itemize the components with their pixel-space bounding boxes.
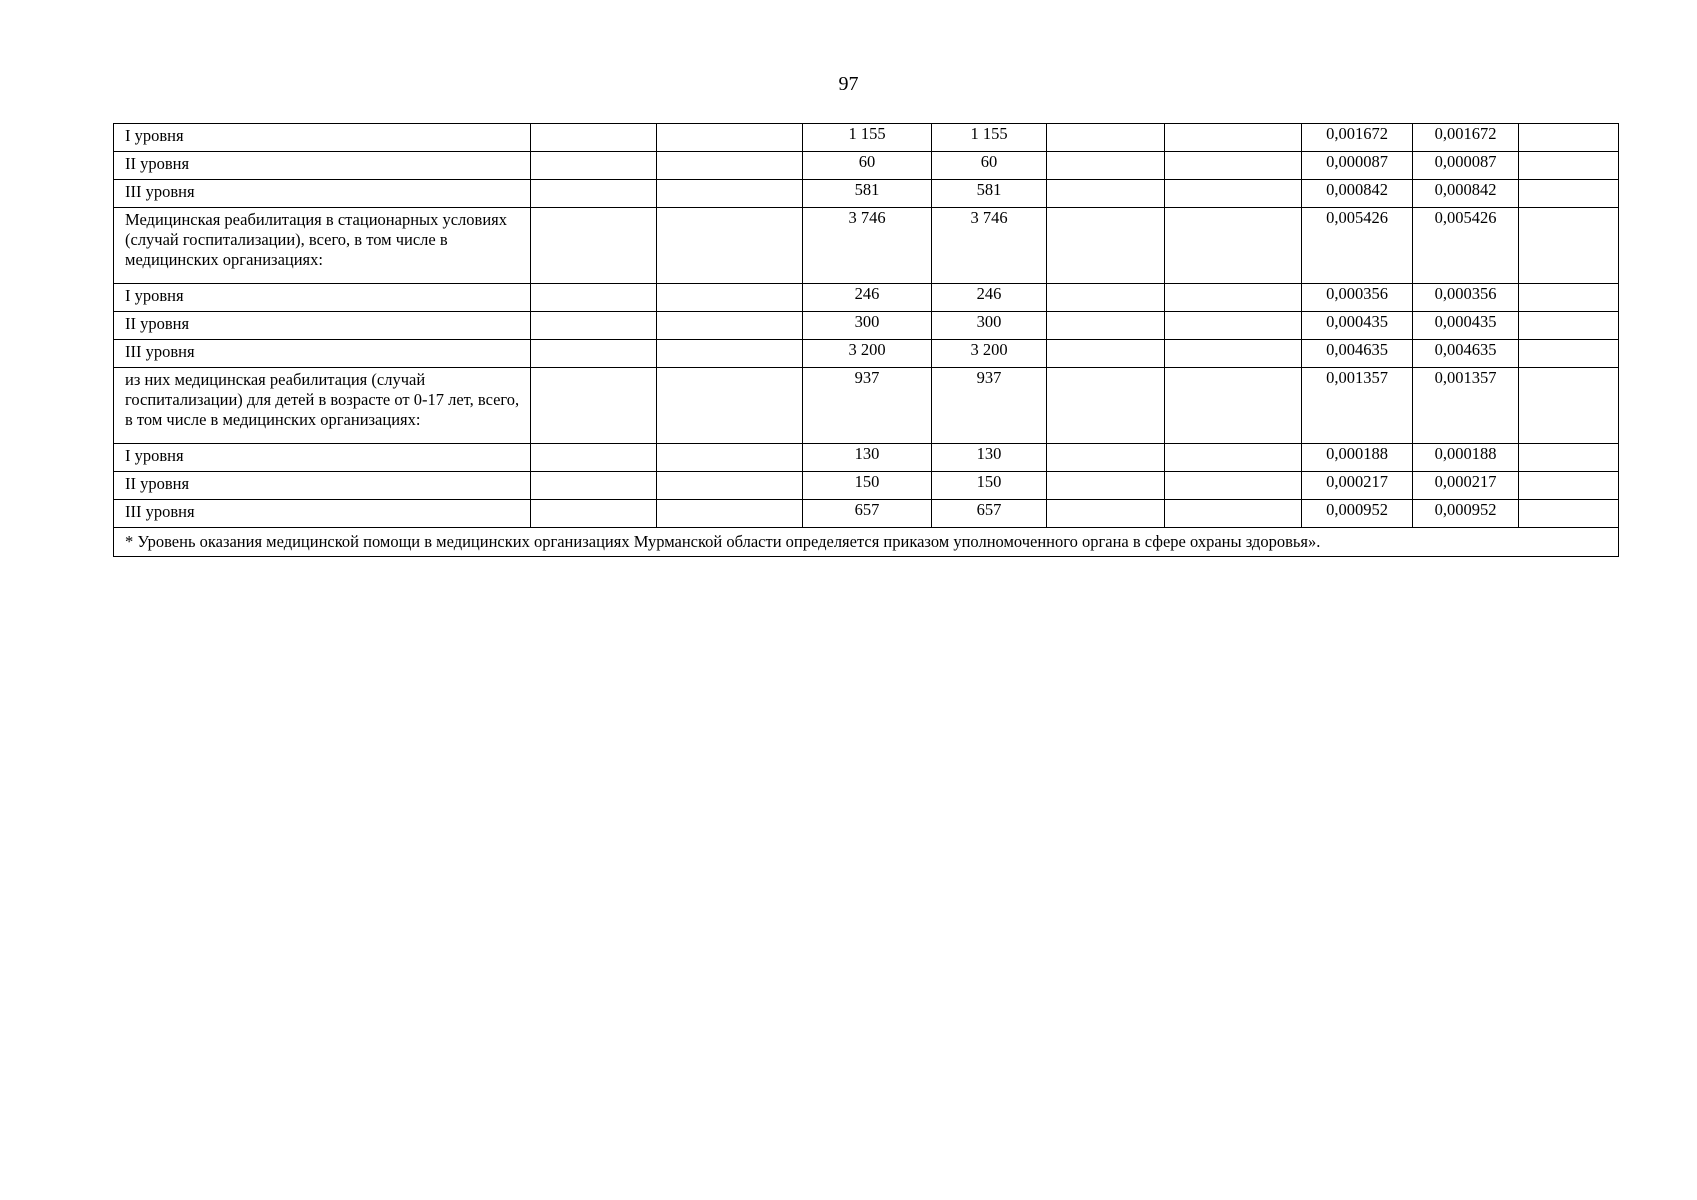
row-label: II уровня [114, 472, 531, 500]
table-cell: 581 [932, 180, 1047, 208]
page-number: 97 [838, 73, 859, 95]
table-cell: 657 [803, 500, 932, 528]
table-cell [1519, 500, 1619, 528]
table-row [114, 284, 1619, 312]
row-label: I уровня [114, 124, 531, 152]
table-cell [531, 312, 657, 340]
table-cell [1047, 312, 1165, 340]
table-cell [657, 124, 803, 152]
table-cell [657, 208, 803, 284]
table-cell [657, 472, 803, 500]
table-row [114, 368, 1619, 444]
table-cell [657, 368, 803, 444]
table-cell: 0,000842 [1302, 180, 1413, 208]
table-cell: 0,005426 [1302, 208, 1413, 284]
table-row [114, 340, 1619, 368]
table-cell [1165, 124, 1302, 152]
table-cell: 246 [932, 284, 1047, 312]
table-cell: 581 [803, 180, 932, 208]
table-cell [657, 312, 803, 340]
table-cell [657, 284, 803, 312]
table-cell [1519, 152, 1619, 180]
table-cell: 0,004635 [1302, 340, 1413, 368]
table-cell: 0,000217 [1413, 472, 1519, 500]
table-row [114, 472, 1619, 500]
table-cell: 246 [803, 284, 932, 312]
table-cell: 1 155 [932, 124, 1047, 152]
table-cell: 130 [932, 444, 1047, 472]
table-cell [1047, 124, 1165, 152]
table-cell: 0,000435 [1413, 312, 1519, 340]
footnote: * Уровень оказания медицинской помощи в медицинских организациях Мурманской области определяется приказом уполномоченного органа в сфере охраны здоровья». [114, 528, 1619, 557]
table-cell: 60 [932, 152, 1047, 180]
table-cell [657, 500, 803, 528]
table-cell: 0,000356 [1302, 284, 1413, 312]
table-cell [1519, 124, 1619, 152]
table-cell [1165, 152, 1302, 180]
table-cell: 0,000188 [1413, 444, 1519, 472]
table-cell: 0,001672 [1413, 124, 1519, 152]
table-cell [1165, 444, 1302, 472]
table-cell [1165, 368, 1302, 444]
row-label: III уровня [114, 180, 531, 208]
table-cell [1165, 180, 1302, 208]
table-cell: 150 [803, 472, 932, 500]
table-cell [1165, 312, 1302, 340]
table-cell: 0,000435 [1302, 312, 1413, 340]
table-cell: 0,000087 [1413, 152, 1519, 180]
row-label: Медицинская реабилитация в стационарных условиях (случай госпитализации), всего, в том числе в медицинских организациях: [114, 208, 531, 284]
table-cell: 0,001672 [1302, 124, 1413, 152]
row-label: II уровня [114, 312, 531, 340]
table-cell: 0,000952 [1413, 500, 1519, 528]
table-cell [657, 152, 803, 180]
table-cell [1047, 180, 1165, 208]
table-cell: 150 [932, 472, 1047, 500]
table-cell [1047, 208, 1165, 284]
table-row [114, 152, 1619, 180]
row-label: I уровня [114, 284, 531, 312]
table-cell [531, 340, 657, 368]
table-cell [1519, 368, 1619, 444]
table-cell [1047, 500, 1165, 528]
table-cell [657, 180, 803, 208]
table-cell: 0,000217 [1302, 472, 1413, 500]
table-cell [1519, 340, 1619, 368]
table-cell: 0,000087 [1302, 152, 1413, 180]
table-cell: 3 200 [803, 340, 932, 368]
footnote-row [114, 528, 1619, 557]
table-cell [1165, 340, 1302, 368]
table-cell: 130 [803, 444, 932, 472]
table-cell [531, 152, 657, 180]
table-row [114, 208, 1619, 284]
table-cell: 0,001357 [1413, 368, 1519, 444]
table-cell [1165, 500, 1302, 528]
table-cell [1519, 312, 1619, 340]
table-cell [1519, 472, 1619, 500]
table-row [114, 444, 1619, 472]
row-label: I уровня [114, 444, 531, 472]
table-cell [1047, 472, 1165, 500]
row-label: III уровня [114, 340, 531, 368]
table-row [114, 500, 1619, 528]
table-cell: 0,000952 [1302, 500, 1413, 528]
table-row [114, 312, 1619, 340]
table-row [114, 124, 1619, 152]
table-cell [1519, 284, 1619, 312]
table-cell [657, 340, 803, 368]
table-cell [1165, 208, 1302, 284]
table-cell [1047, 340, 1165, 368]
table-cell [1047, 368, 1165, 444]
table-cell: 0,000842 [1413, 180, 1519, 208]
table-cell [531, 208, 657, 284]
table-cell: 657 [932, 500, 1047, 528]
table-row [114, 180, 1619, 208]
table-cell: 0,000188 [1302, 444, 1413, 472]
table-cell [1047, 284, 1165, 312]
table-cell [531, 444, 657, 472]
table-cell [531, 180, 657, 208]
row-label: III уровня [114, 500, 531, 528]
table-cell [1519, 208, 1619, 284]
table-body [114, 124, 1619, 557]
table-cell: 3 746 [932, 208, 1047, 284]
table-cell [531, 124, 657, 152]
table-cell [531, 284, 657, 312]
table-cell: 1 155 [803, 124, 932, 152]
table-cell [1047, 152, 1165, 180]
table-cell: 60 [803, 152, 932, 180]
table-cell: 937 [803, 368, 932, 444]
table-cell [1519, 180, 1619, 208]
table-cell: 0,004635 [1413, 340, 1519, 368]
table-cell [1165, 284, 1302, 312]
table-cell: 3 200 [932, 340, 1047, 368]
table-cell [531, 500, 657, 528]
table-cell [1165, 472, 1302, 500]
table-cell: 937 [932, 368, 1047, 444]
table-cell: 0,001357 [1302, 368, 1413, 444]
table-cell [531, 368, 657, 444]
row-label: II уровня [114, 152, 531, 180]
table-cell [531, 472, 657, 500]
table-cell: 0,005426 [1413, 208, 1519, 284]
table-cell [657, 444, 803, 472]
data-table [113, 123, 1619, 557]
table-cell: 0,000356 [1413, 284, 1519, 312]
table-cell: 3 746 [803, 208, 932, 284]
row-label: из них медицинская реабилитация (случай госпитализации) для детей в возрасте от 0-17 лет, всего, в том числе в медицинских организациях: [114, 368, 531, 444]
table-cell [1047, 444, 1165, 472]
table-cell: 300 [803, 312, 932, 340]
table-cell [1519, 444, 1619, 472]
table-cell: 300 [932, 312, 1047, 340]
